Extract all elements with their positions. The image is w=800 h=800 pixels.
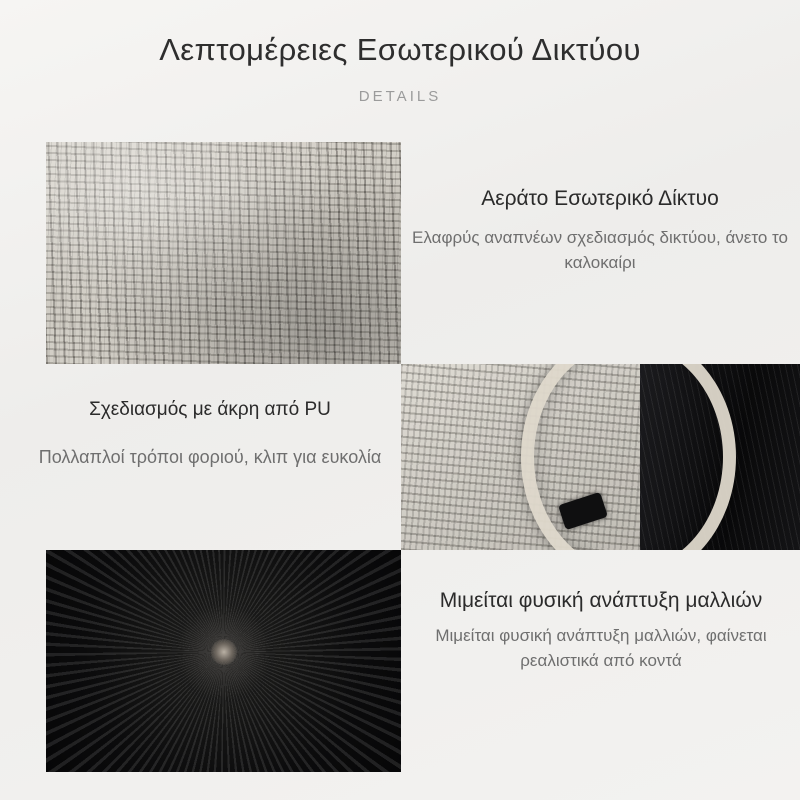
section-body: Ελαφρύς αναπνέων σχεδιασμός δικτύου, άνετο το καλοκαίρι: [412, 228, 788, 272]
page-subtitle: DETAILS: [358, 88, 442, 105]
section-pu-edge: [22, 398, 398, 470]
page-header: [0, 0, 800, 140]
hair-crown-photo: [46, 550, 401, 772]
pu-edge-ring: [521, 364, 736, 550]
section-body: Μιμείται φυσική ανάπτυξη μαλλιών, φαίνεται ρεαλιστικά από κοντά: [435, 626, 767, 670]
page-title: Λεπτομέρειες Εσωτερικού Δικτύου: [159, 32, 641, 67]
section-heading: Μιμείται φυσική ανάπτυξη μαλλιών: [439, 589, 763, 612]
section-airy-mesh: [410, 186, 790, 276]
mesh-closeup-photo: [46, 142, 401, 364]
crown-center: [211, 639, 237, 665]
section-body: Πολλαπλοί τρόποι φοριού, κλιπ για ευκολία: [38, 446, 382, 467]
pu-edge-photo: [401, 364, 800, 550]
section-heading: Σχεδιασμός με άκρη από PU: [89, 399, 331, 420]
section-heading: Αεράτο Εσωτερικό Δίκτυο: [481, 187, 719, 210]
section-natural-growth: [406, 588, 796, 674]
